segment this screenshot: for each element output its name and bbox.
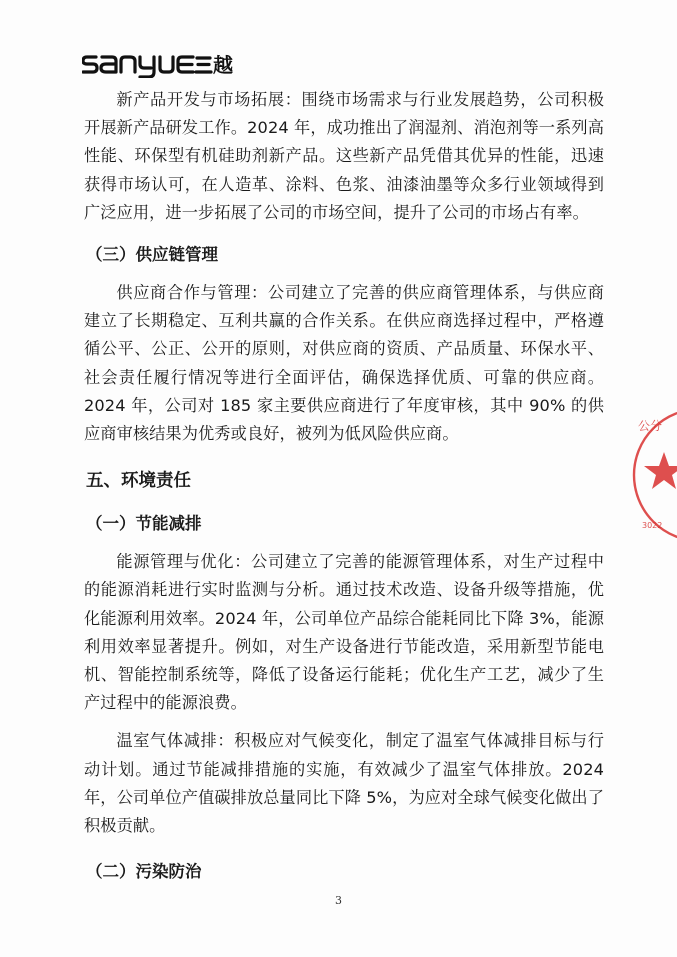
section-heading-supply-chain: （三）供应链管理	[86, 245, 218, 265]
seal-star-icon	[644, 452, 677, 489]
page-number: 3	[335, 894, 342, 907]
paragraph-new-products: 新产品开发与市场拓展：围绕市场需求与行业发展趋势，公司积极开展新产品研发工作。2024 年，成功推出了润湿剂、消泡剂等一系列高性能、环保型有机硅助剂新产品。这些新产品凭借其优异的性能，迅速获得市场认可，在人造革、涂料、色浆、油漆油墨等众多行业领域得到广泛应用，进一步拓展了公司的市场空间，提升了公司的市场占有率。	[84, 90, 604, 222]
paragraph-ghg-reduction: 温室气体减排：积极应对气候变化，制定了温室气体减排目标与行动计划。通过节能减排措施的实施，有效减少了温室气体排放。2024 年，公司单位产值碳排放总量同比下降 5%，为应对全球气候变化做出了积极贡献。	[84, 731, 604, 836]
paragraph-energy-management: 能源管理与优化：公司建立了完善的能源管理体系，对生产过程中的能源消耗进行实时监测与分析。通过技术改造、设备升级等措施，优化能源利用效率。2024 年，公司单位产品综合能耗同比下降 3%，能源利用效率显著提升。例如，对生产设备进行节能改造，采用新型节能电机、智能控制系统等，降低了设备运行能耗；优化生产工艺，减少了生产过程中的能源浪费。	[84, 552, 604, 713]
paragraph-supplier-management: 供应商合作与管理：公司建立了完善的供应商管理体系，与供应商建立了长期稳定、互利共赢的合作关系。在供应商选择过程中，严格遵循公平、公正、公开的原则，对供应商的资质、产品质量、环保水平、社会责任履行情况等进行全面评估，确保选择优质、可靠的供应商。2024 年，公司对 185 家主要供应商进行了年度审核，其中 90% 的供应商审核结果为优秀或良好，被列为低风险供应商。	[84, 283, 604, 444]
seal-text: 公分	[638, 419, 663, 433]
seal-code: 3022	[642, 521, 663, 530]
company-seal-stamp	[630, 400, 677, 550]
document-body	[84, 86, 604, 886]
chapter-heading-environment: 五、环境责任	[86, 471, 191, 492]
company-logo	[82, 46, 247, 78]
logo-chinese-character: 越	[213, 53, 233, 77]
section-heading-energy-saving: （一）节能减排	[86, 514, 202, 534]
section-heading-pollution: （二）污染防治	[86, 862, 202, 882]
